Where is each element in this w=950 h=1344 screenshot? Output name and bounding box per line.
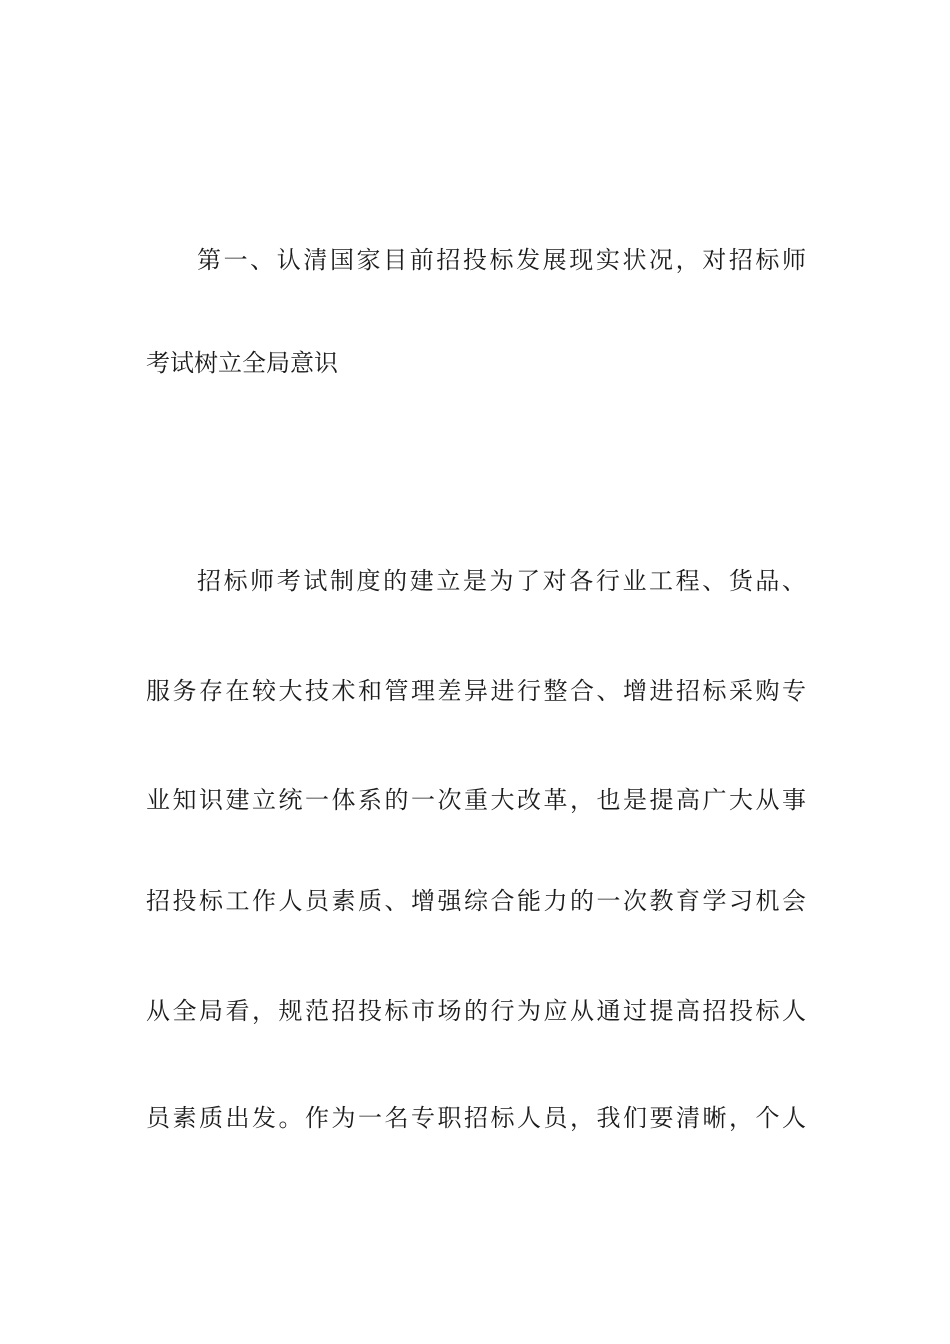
paragraph-line-1: 招标师考试制度的建立是为了对各行业工程、货品、 xyxy=(197,567,806,595)
heading-line-2: 考试树立全局意识 xyxy=(146,349,338,377)
paragraph-line-4: 招投标工作人员素质、增强综合能力的一次教育学习机会 xyxy=(146,887,806,915)
paragraph-line-6: 员素质出发。作为一名专职招标人员，我们要清晰，个人 xyxy=(146,1104,806,1132)
paragraph-line-2: 服务存在较大技术和管理差异进行整合、增进招标采购专 xyxy=(146,677,806,705)
paragraph-line-5: 从全局看，规范招投标市场的行为应从通过提高招投标人 xyxy=(146,997,806,1025)
paragraph-line-3: 业知识建立统一体系的一次重大改革，也是提高广大从事 xyxy=(146,786,806,814)
heading-line-1: 第一、认清国家目前招投标发展现实状况，对招标师 xyxy=(197,246,806,274)
